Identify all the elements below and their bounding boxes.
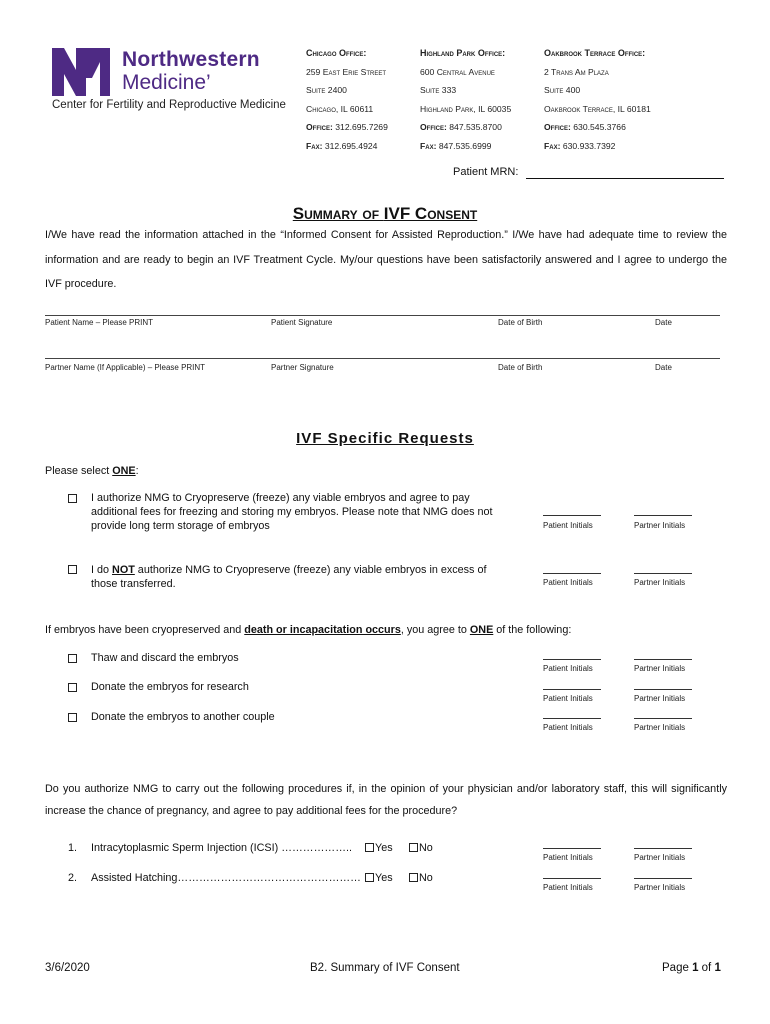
partner-date-label: Date — [655, 363, 672, 372]
office-city: Chicago, IL 60611 — [306, 103, 374, 114]
thaw-discard-checkbox[interactable] — [68, 654, 77, 663]
partner-name-label: Partner Name (If Applicable) – Please PRINT — [45, 363, 206, 372]
office-phone: Office: 847.535.8700 — [420, 122, 502, 132]
select-instruction: Please select ONE: — [45, 465, 139, 477]
initials-line[interactable] — [543, 718, 601, 719]
office-fax: Fax: 630.933.7392 — [544, 140, 616, 151]
icsi-no-checkbox[interactable] — [409, 843, 418, 852]
intro-paragraph: I/We have read the information attached in the “Informed Consent for Assisted Reproduction.” I/We have had adequate time to review the information and are ready to begin an IVF Treatment Cycle. My/our questions have been satisfactorily answered and I agree to undergo the IVF procedure. — [45, 229, 727, 290]
partner-initials-label: Partner Initials — [634, 664, 686, 673]
logo-name-line1: Northwestern — [122, 48, 260, 71]
icsi-yes-checkbox[interactable] — [365, 843, 374, 852]
office-title: Chicago Office: — [306, 48, 367, 58]
patient-initials-label: Patient Initials — [543, 853, 593, 862]
initials-line[interactable] — [543, 515, 601, 516]
initials-line[interactable] — [634, 878, 692, 879]
partner-initials-label: Partner Initials — [634, 853, 686, 862]
office-city: Highland Park, IL 60035 — [420, 103, 512, 114]
footer-page-number: Page 1 of 1 — [662, 962, 721, 974]
footer-document-name: B2. Summary of IVF Consent — [310, 962, 460, 974]
partner-initials-label: Partner Initials — [634, 521, 686, 530]
patient-initials-label: Patient Initials — [543, 521, 593, 530]
partner-dob-label: Date of Birth — [498, 363, 543, 372]
office-oakbrook-terrace — [544, 44, 651, 155]
partner-initials-label: Partner Initials — [634, 694, 686, 703]
patient-name-label: Patient Name – Please PRINT — [45, 318, 154, 327]
option-cryopreserve-checkbox[interactable] — [68, 494, 77, 503]
donate-research-checkbox[interactable] — [68, 683, 77, 692]
office-title: Highland Park Office: — [420, 48, 506, 58]
patient-initials-label: Patient Initials — [543, 723, 593, 732]
procedure-number: 1. — [68, 842, 78, 854]
office-street: 600 Central Avenue — [420, 66, 495, 77]
partner-initials-label: Partner Initials — [634, 578, 686, 587]
office-fax: Fax: 847.535.6999 — [420, 140, 492, 151]
signature-line-patient[interactable] — [45, 315, 720, 316]
patient-initials-label: Patient Initials — [543, 664, 593, 673]
initials-line[interactable] — [634, 659, 692, 660]
office-chicago — [306, 44, 388, 155]
initials-line[interactable] — [543, 848, 601, 849]
death-instruction: If embryos have been cryopreserved and death or incapacitation occurs, you agree to ONE of the following: — [45, 624, 572, 636]
donate-couple-text: Donate the embryos to another couple — [91, 711, 275, 723]
procedures-question: Do you authorize NMG to carry out the following procedures if, in the opinion of your physician and/or laboratory staff, this will significantly increase the chance of pregnancy, and agree to pay additional fees for the procedure? — [45, 783, 727, 817]
signature-line-partner[interactable] — [45, 358, 720, 359]
initials-line[interactable] — [634, 848, 692, 849]
office-title: Oakbrook Terrace Office: — [544, 48, 646, 58]
northwestern-logo-icon — [52, 48, 110, 96]
initials-line[interactable] — [543, 689, 601, 690]
office-suite: Suite 2400 — [306, 85, 347, 95]
logo-name-line2: Medicine’ — [122, 71, 211, 94]
icsi-yes-label: Yes — [375, 842, 393, 854]
patient-dob-label: Date of Birth — [498, 318, 543, 327]
hatching-yes-checkbox[interactable] — [365, 873, 374, 882]
initials-line[interactable] — [634, 573, 692, 574]
patient-initials-label: Patient Initials — [543, 883, 593, 892]
logo-subtitle: Center for Fertility and Reproductive Medicine — [52, 99, 286, 111]
partner-initials-label: Partner Initials — [634, 723, 686, 732]
patient-date-label: Date — [655, 318, 672, 327]
patient-mrn-label: Patient MRN: — [453, 166, 519, 178]
patient-initials-label: Patient Initials — [543, 694, 593, 703]
page-title: Summary of IVF Consent — [292, 204, 478, 223]
office-suite: Suite 400 — [544, 85, 581, 95]
hatching-yes-label: Yes — [375, 872, 393, 884]
office-fax: Fax: 312.695.4924 — [306, 140, 378, 151]
office-city: Oakbrook Terrace, IL 60181 — [544, 103, 651, 114]
initials-line[interactable] — [634, 718, 692, 719]
procedure-icsi-label: Intracytoplasmic Sperm Injection (ICSI) ……………….. — [91, 842, 352, 854]
option-cryopreserve-text: I authorize NMG to Cryopreserve (freeze) any viable embryos and agree to pay additional fees for freezing and storing my embryos. Please note that NMG does not provide long term storage of embryos — [91, 492, 493, 532]
icsi-no-label: No — [419, 842, 433, 854]
section-title: IVF Specific Requests — [296, 430, 474, 447]
patient-mrn-field[interactable] — [526, 178, 724, 179]
office-street: 2 Trans Am Plaza — [544, 66, 609, 77]
initials-line[interactable] — [634, 515, 692, 516]
office-street: 259 East Erie Street — [306, 66, 387, 77]
procedure-hatching-label: Assisted Hatching…………………………………………… — [91, 872, 361, 884]
office-phone: Office: 312.695.7269 — [306, 122, 388, 132]
initials-line[interactable] — [543, 573, 601, 574]
footer-date: 3/6/2020 — [45, 962, 90, 974]
option-not-cryopreserve-checkbox[interactable] — [68, 565, 77, 574]
patient-signature-label: Patient Signature — [271, 318, 333, 327]
hatching-no-label: No — [419, 872, 433, 884]
office-phone: Office: 630.545.3766 — [544, 122, 626, 132]
office-suite: Suite 333 — [420, 85, 457, 95]
donate-research-text: Donate the embryos for research — [91, 681, 249, 693]
initials-line[interactable] — [543, 878, 601, 879]
partner-initials-label: Partner Initials — [634, 883, 686, 892]
partner-signature-label: Partner Signature — [271, 363, 334, 372]
donate-couple-checkbox[interactable] — [68, 713, 77, 722]
hatching-no-checkbox[interactable] — [409, 873, 418, 882]
patient-initials-label: Patient Initials — [543, 578, 593, 587]
procedure-number: 2. — [68, 872, 78, 884]
option-not-cryopreserve-text: I do NOT authorize NMG to Cryopreserve (freeze) any viable embryos in excess of those transferred. — [91, 564, 487, 590]
thaw-discard-text: Thaw and discard the embryos — [91, 652, 239, 664]
office-highland-park — [420, 44, 511, 155]
initials-line[interactable] — [543, 659, 601, 660]
initials-line[interactable] — [634, 689, 692, 690]
